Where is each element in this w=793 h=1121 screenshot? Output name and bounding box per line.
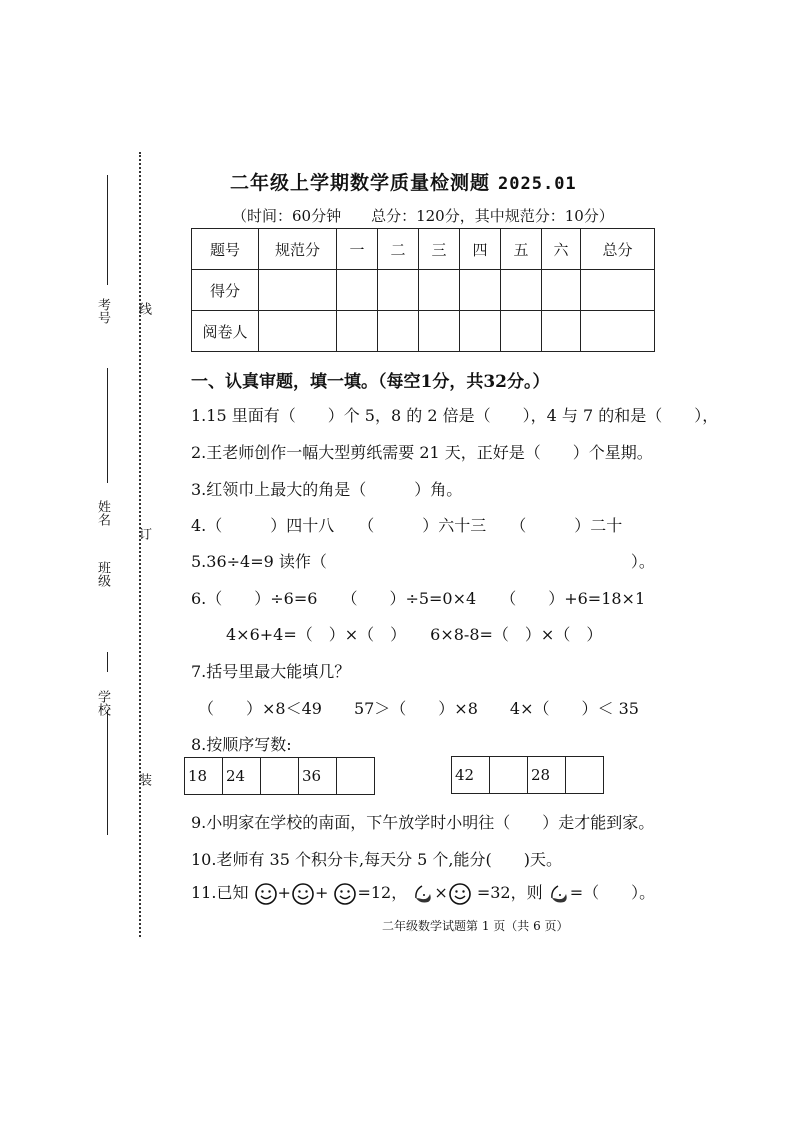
header-cell: 二 (378, 229, 419, 270)
question-6-line2: 4×6+4=（ ）×（ ） 6×8-8=（ ）×（ ） (226, 625, 603, 644)
xuexiao-blank-line-lower (107, 710, 108, 835)
sequence-box-blank[interactable] (490, 757, 528, 794)
q11-prefix: 11.已知 (191, 883, 249, 902)
page-footer: 二年级数学试题第 1 页（共 6 页） (382, 919, 569, 933)
sequence-box: 42 (452, 757, 490, 794)
question-6-line1: 6.（ ）÷6=6 （ ）÷5=0×4 （ ）+6=18×1 (191, 589, 646, 608)
question-10: 10.老师有 35 个积分卡,每天分 5 个,能分( )天。 (191, 850, 562, 869)
header-cell: 五 (501, 229, 542, 270)
exam-info: （时间：60分钟 总分：120分，其中规范分：10分） (232, 207, 614, 225)
score-cell[interactable] (542, 311, 581, 352)
question-3: 3.红领巾上最大的角是（ ）角。 (191, 480, 463, 499)
question-7: 7.括号里最大能填几？ (191, 662, 351, 681)
question-4: 4.（ ）四十八 （ ）六十三 （ ）二十 (191, 516, 623, 535)
q11-equals-12: =12， (357, 883, 408, 902)
page-title (230, 168, 577, 195)
score-cell[interactable] (542, 270, 581, 311)
smiley-face-icon (448, 882, 472, 906)
sequence-box: 18 (185, 758, 223, 795)
score-cell[interactable] (337, 311, 378, 352)
title-text: 二年级上学期数学质量检测题 (230, 172, 491, 194)
score-header-row (192, 229, 655, 270)
binding-dotted-line (139, 152, 141, 937)
question-11 (191, 880, 655, 906)
smiley-face-icon (333, 882, 357, 906)
score-cell[interactable] (501, 270, 542, 311)
header-cell: 题号 (192, 229, 259, 270)
sequence-box: 36 (299, 758, 337, 795)
kaohao-label: 考号 (95, 298, 110, 324)
header-cell: 四 (460, 229, 501, 270)
question-2: 2.王老师创作一幅大型剪纸需要 21 天，正好是（ ）个星期。 (191, 443, 653, 462)
zhuang-label: 装 (136, 773, 151, 786)
score-cell[interactable] (460, 270, 501, 311)
question-5: 5.36÷4=9 读作（ ）。 (191, 552, 655, 571)
sequence-boxes-1 (184, 757, 375, 795)
crescent-moon-icon (548, 882, 570, 906)
sequence-box: 28 (528, 757, 566, 794)
xingming-blank-line (107, 368, 108, 483)
question-9: 9.小明家在学校的南面，下午放学时小明往（ ）走才能到家。 (191, 813, 655, 832)
row-label: 得分 (192, 270, 259, 311)
xuexiao-label: 学校 (95, 690, 110, 716)
banji-label: 班级 (95, 561, 110, 587)
header-cell: 总分 (581, 229, 655, 270)
score-cell[interactable] (581, 311, 655, 352)
row-label: 阅卷人 (192, 311, 259, 352)
q11-equals-32: =32，则 (476, 883, 543, 902)
score-row-defen (192, 270, 655, 311)
ding-label: 订 (136, 527, 151, 540)
sequence-box-blank[interactable] (566, 757, 604, 794)
crescent-moon-icon (412, 882, 434, 906)
score-cell[interactable] (378, 311, 419, 352)
score-cell[interactable] (259, 270, 337, 311)
sequence-boxes-2 (451, 756, 604, 794)
section-heading: 一、认真审题，填一填。（每空1分，共32分。） (191, 372, 550, 392)
score-cell[interactable] (419, 270, 460, 311)
header-cell: 六 (542, 229, 581, 270)
xingming-label: 姓名 (95, 500, 110, 526)
score-cell[interactable] (460, 311, 501, 352)
sequence-box-blank[interactable] (337, 758, 375, 795)
xuexiao-blank-line (107, 652, 108, 672)
kaohao-blank-line (107, 175, 108, 285)
title-year: 2025.01 (498, 174, 577, 194)
score-cell[interactable] (337, 270, 378, 311)
question-7-line2: （ ）×8＜49 57＞（ ）×8 4×（ ）＜ 35 (198, 699, 639, 718)
header-cell: 三 (419, 229, 460, 270)
smiley-face-icon (291, 882, 315, 906)
score-cell[interactable] (501, 311, 542, 352)
q11-times: × (434, 883, 448, 902)
score-cell[interactable] (581, 270, 655, 311)
question-8: 8.按顺序写数: (191, 735, 292, 754)
smiley-face-icon (254, 882, 278, 906)
score-cell[interactable] (419, 311, 460, 352)
header-cell: 一 (337, 229, 378, 270)
sequence-box: 24 (223, 758, 261, 795)
header-cell: 规范分 (259, 229, 337, 270)
xian-label: 线 (136, 302, 151, 315)
score-row-yuejuanren (192, 311, 655, 352)
question-1: 1.15 里面有（ ）个 5，8 的 2 倍是（ ），4 与 7 的和是（ ）， (191, 406, 719, 425)
q11-plus: + (314, 883, 329, 902)
score-table (191, 228, 655, 352)
score-cell[interactable] (378, 270, 419, 311)
sequence-box-blank[interactable] (261, 758, 299, 795)
score-cell[interactable] (259, 311, 337, 352)
q11-plus: + (277, 883, 291, 902)
q11-answer: =（ ）。 (569, 883, 656, 902)
